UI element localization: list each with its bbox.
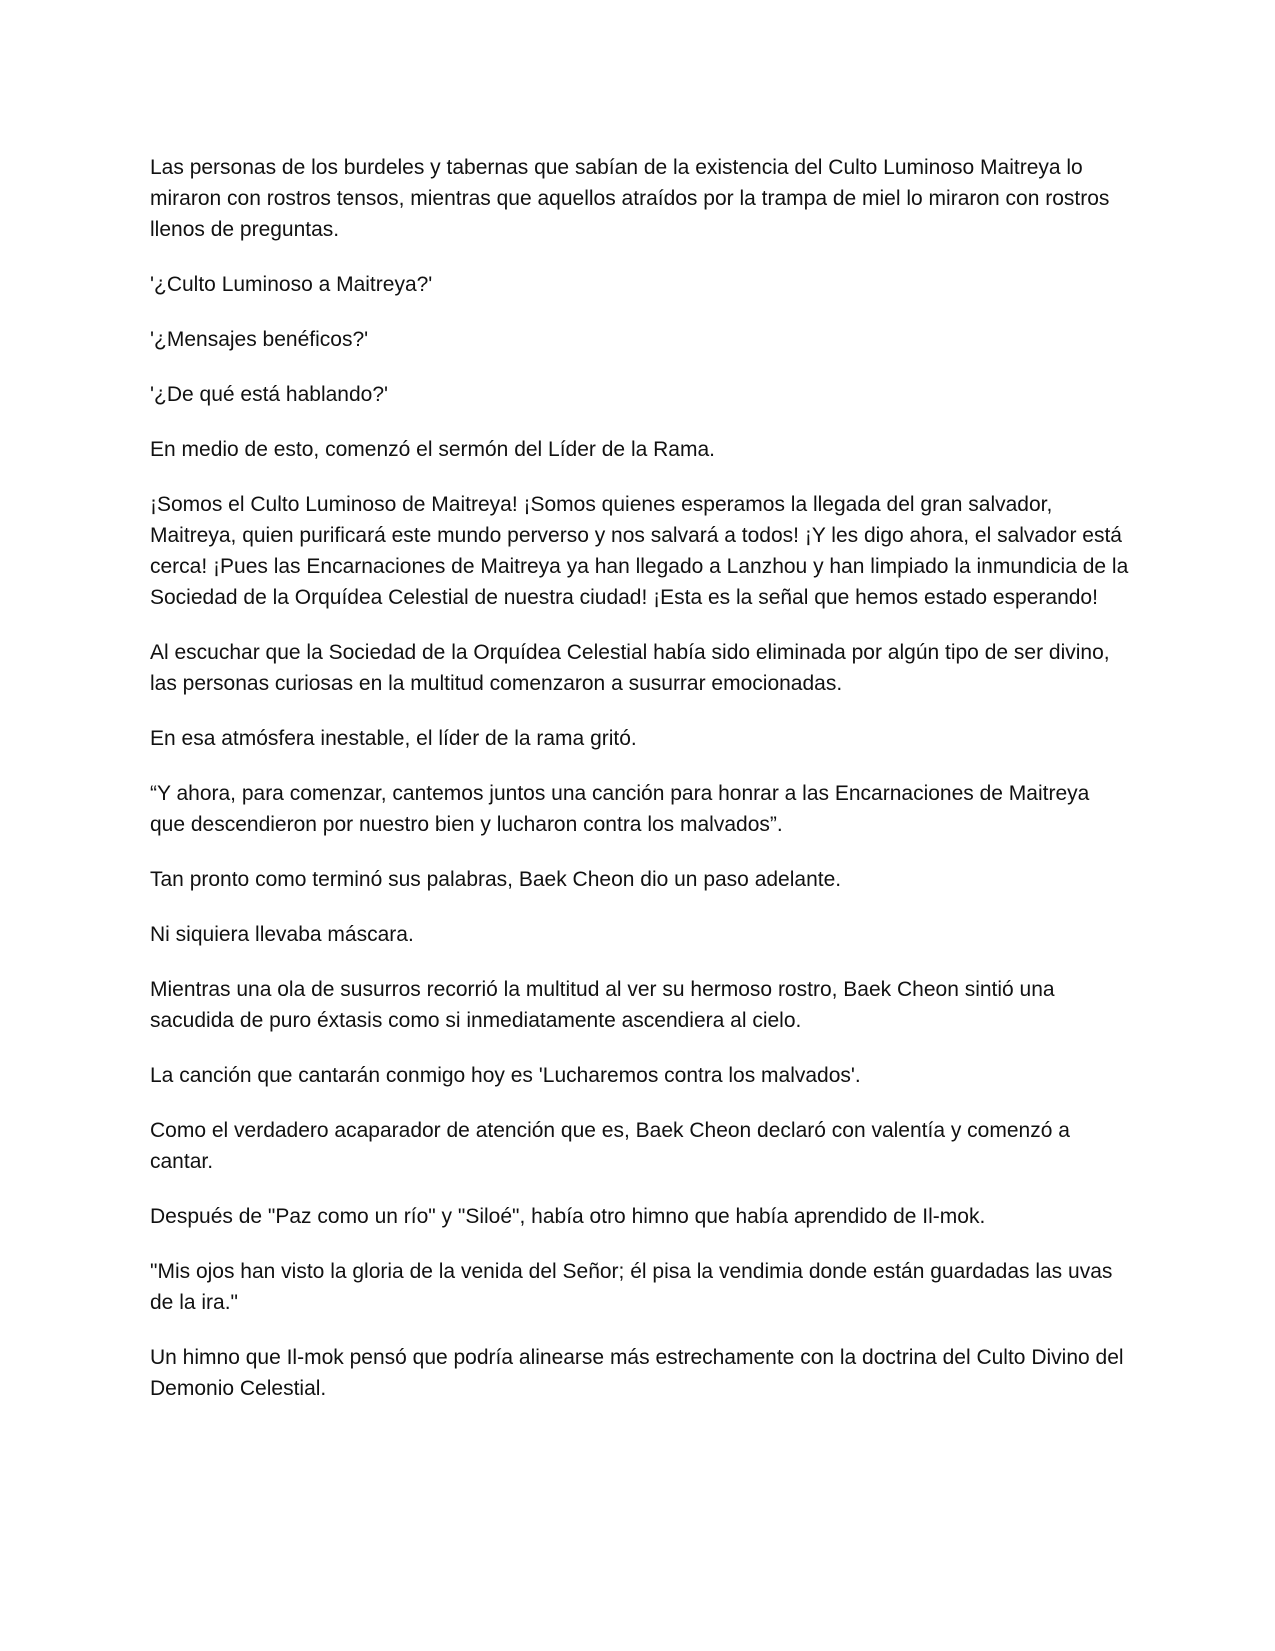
paragraph-11: Ni siquiera llevaba máscara. — [150, 923, 414, 946]
document-page — [150, 152, 1130, 1428]
paragraph-12: Mientras una ola de susurros recorrió la multitud al ver su hermoso rostro, Baek Cheon sintió una sacudida de puro éxtasis como si inmediatamente ascendiera al cielo. — [150, 978, 1055, 1032]
paragraph-17: Un himno que Il-mok pensó que podría alinearse más estrechamente con la doctrina del Culto Divino del Demonio Celestial. — [150, 1346, 1124, 1400]
paragraph-10: Tan pronto como terminó sus palabras, Baek Cheon dio un paso adelante. — [150, 868, 842, 891]
paragraph-7: Al escuchar que la Sociedad de la Orquídea Celestial había sido eliminada por algún tipo de ser divino, las personas curiosas en la multitud comenzaron a susurrar emocionadas. — [150, 641, 1110, 695]
paragraph-2: '¿Culto Luminoso a Maitreya?' — [150, 273, 433, 296]
paragraph-4: '¿De qué está hablando?' — [150, 383, 389, 406]
paragraph-9: “Y ahora, para comenzar, cantemos juntos una canción para honrar a las Encarnaciones de Maitreya que descendieron por nuestro bien y lucharon contra los malvados”. — [150, 782, 1090, 836]
paragraph-1: Las personas de los burdeles y tabernas que sabían de la existencia del Culto Luminoso Maitreya lo miraron con rostros tensos, mientras que aquellos atraídos por la trampa de miel lo miraron con rostros llenos de preguntas. — [150, 156, 1110, 241]
paragraph-16: "Mis ojos han visto la gloria de la venida del Señor; él pisa la vendimia donde están guardadas las uvas de la ira." — [150, 1260, 1113, 1314]
paragraph-8: En esa atmósfera inestable, el líder de la rama gritó. — [150, 727, 637, 750]
paragraph-14: Como el verdadero acaparador de atención que es, Baek Cheon declaró con valentía y comenzó a cantar. — [150, 1119, 1070, 1173]
paragraph-15: Después de "Paz como un río" y "Siloé", había otro himno que había aprendido de Il-mok. — [150, 1205, 986, 1228]
paragraph-3: '¿Mensajes benéficos?' — [150, 328, 369, 351]
paragraph-13: La canción que cantarán conmigo hoy es 'Lucharemos contra los malvados'. — [150, 1064, 861, 1087]
paragraph-5: En medio de esto, comenzó el sermón del Líder de la Rama. — [150, 438, 715, 461]
paragraph-6: ¡Somos el Culto Luminoso de Maitreya! ¡Somos quienes esperamos la llegada del gran salvador, Maitreya, quien purificará este mundo perverso y nos salvará a todos! ¡Y les digo ahora, el salvador está cerca! ¡Pues las Encarnaciones de Maitreya ya han llegado a Lanzhou y han limpiado la inmundicia de la Sociedad de la Orquídea Celestial de nuestra ciudad! ¡Esta es la señal que hemos estado esperando! — [150, 493, 1129, 609]
